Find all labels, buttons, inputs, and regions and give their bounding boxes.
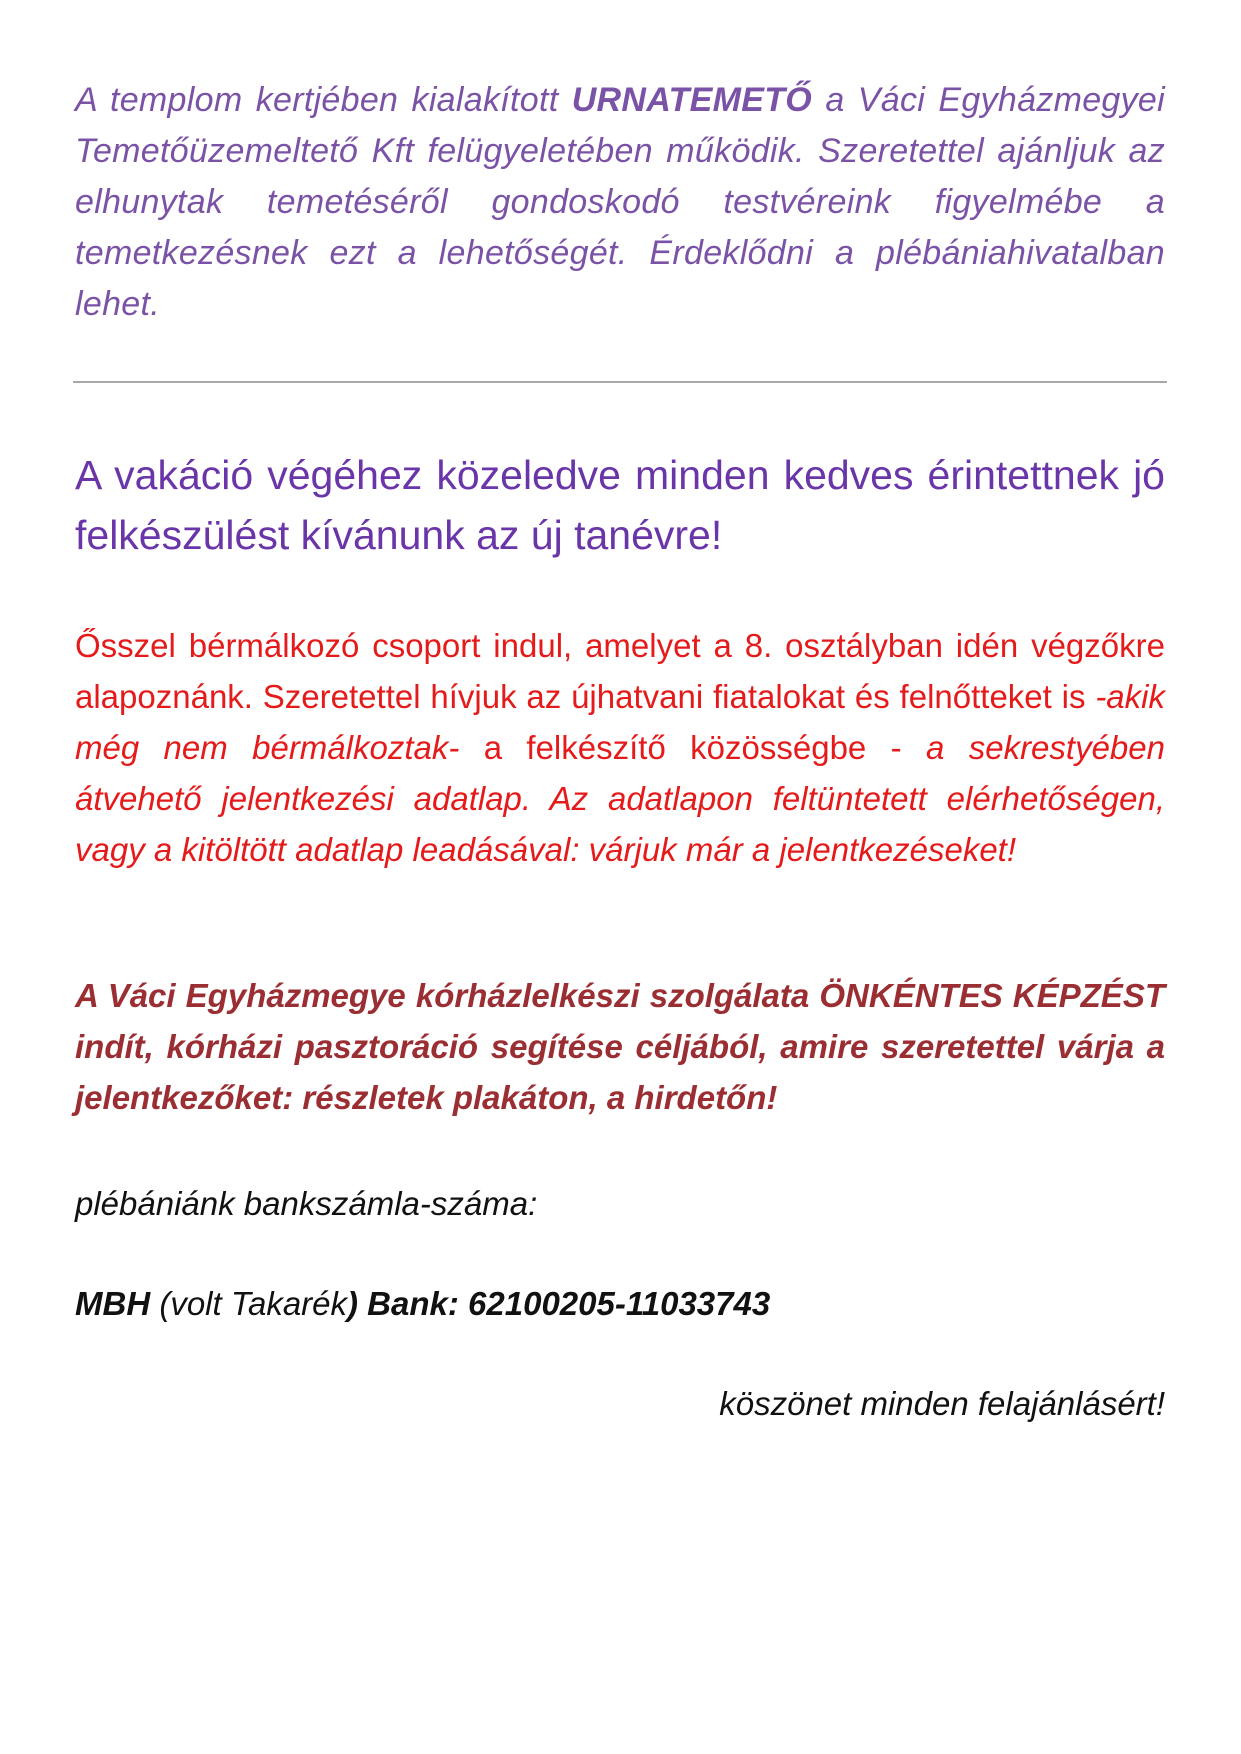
urn-cemetery-notice bbox=[75, 75, 1165, 330]
bank-account-number bbox=[75, 1278, 1165, 1329]
urn-text-after: a Váci Egyházmegyei Temetőüzemeltető Kft felügyeletében működik. Szeretettel ajánljuk az elhunytak temetéséről gondoskodó testvéreink figyelmébe a temetkezésnek ezt a lehetőségét. Érdeklődni a plébániahivatalban lehet. bbox=[75, 81, 1165, 323]
urn-highlight: URNATEMETŐ bbox=[571, 81, 813, 119]
bank-note: (volt Takarék bbox=[150, 1285, 348, 1322]
hospital-volunteer-notice: A Váci Egyházmegye kórházlelkészi szolgálata ÖNKÉNTES KÉPZÉST indít, kórházi pasztoráció segítése céljából, amire szeretettel várja a jelentkezőket: részletek plakáton, a hirdetőn! bbox=[75, 977, 1165, 1116]
bank-name: MBH bbox=[75, 1285, 151, 1322]
bank-account-details: ) Bank: 62100205-11033743 bbox=[347, 1285, 771, 1322]
confirmation-group-notice bbox=[75, 620, 1165, 875]
confirmation-text-2: a felkészítő közösségbe - bbox=[459, 729, 926, 766]
closing-thanks: köszönet minden felajánlásért! bbox=[719, 1385, 1165, 1422]
confirmation-text-1: Ősszel bérmálkozó csoport indul, amelyet a 8. osztályban idén végzőkre alapoznánk. Szeretettel hívjuk az újhatvani fiatalokat és felnőtteket is bbox=[75, 627, 1165, 715]
bank-account-label: plébániánk bankszámla-száma: bbox=[75, 1185, 538, 1222]
vacation-greeting: A vakáció végéhez közeledve minden kedves érintettnek jó felkészülést kívánunk az új tanévre! bbox=[75, 452, 1165, 558]
urn-text-before: A templom kertjében kialakított bbox=[75, 81, 572, 119]
urn-cemetery-paragraph bbox=[75, 75, 1165, 330]
confirmation-italic-1: -akik még nem bérmálkoztak- bbox=[75, 678, 1165, 766]
section-divider bbox=[73, 381, 1167, 383]
confirmation-italic-2: a sekrestyében átvehető jelentkezési adatlap. Az adatlapon feltüntetett elérhetőségen, vagy a kitöltött adatlap leadásával: várjuk már a jelentkezéseket! bbox=[75, 729, 1165, 868]
